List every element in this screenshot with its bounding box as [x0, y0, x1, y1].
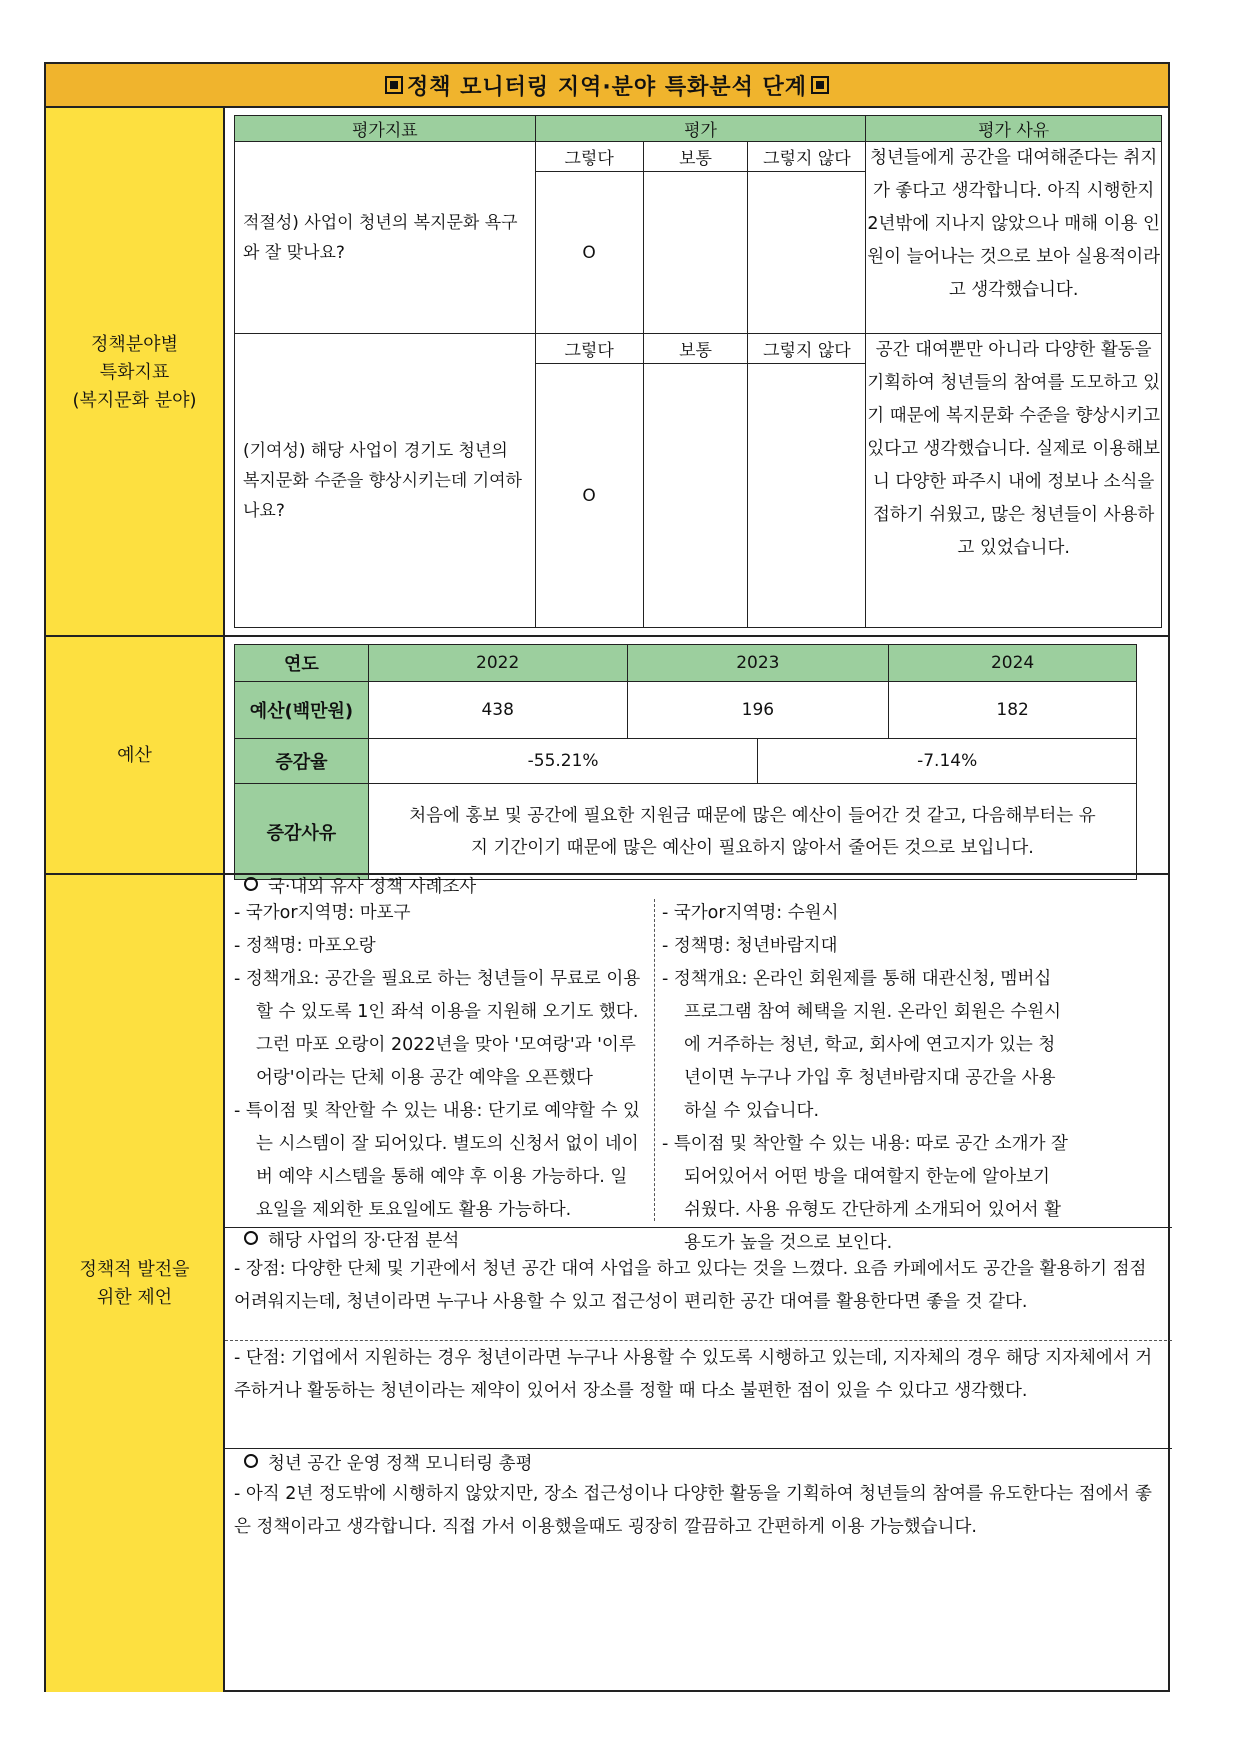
- reason-label: 증감사유: [235, 784, 369, 880]
- question-2: (기여성) 해당 사업이 경기도 청년의 복지문화 수준을 향상시키는데 기여하나요?: [235, 334, 536, 628]
- section-label-specialized: 정책분야별 특화지표 (복지문화 분야): [46, 108, 225, 637]
- change-2024: -7.14%: [758, 739, 1137, 784]
- scale-yes: 그렇다: [535, 142, 643, 172]
- pros-text: - 장점: 다양한 단체 및 기관에서 청년 공간 대여 사업을 하고 있다는 것을 느꼈다. 요즘 카페에서도 공간을 활용하기 점점 어려워지는데, 청년이라면 누구나 사용할 수 있고 접근성이 편리한 공간 대여를 활용한다면 좋을 것 같다.: [234, 1259, 1147, 1312]
- case-right-region: - 국가or지역명: 수원시: [662, 903, 839, 923]
- analysis-block: [234, 1229, 1154, 1319]
- case-left-name: - 정책명: 마포오랑: [234, 936, 376, 956]
- evaluation-table: [234, 115, 1162, 628]
- case-right: [662, 897, 1072, 1260]
- year-2022: 2022: [368, 645, 627, 682]
- mark-no-2: [748, 364, 866, 628]
- header-evaluation: 평가: [535, 116, 866, 142]
- cons-block: [234, 1342, 1154, 1408]
- scale-neutral: 보통: [643, 334, 748, 364]
- case-heading: [234, 875, 1164, 899]
- year-2023: 2023: [627, 645, 889, 682]
- budget-reason: 처음에 홍보 및 공간에 필요한 지원금 때문에 많은 예산이 들어간 것 같고, 다음해부터는 유지 기간이기 때문에 많은 예산이 필요하지 않아서 줄어든 것으로 보입니다.: [368, 784, 1136, 880]
- amount-2023: 196: [627, 682, 889, 739]
- amount-2024: 182: [889, 682, 1137, 739]
- case-right-overview: - 정책개요: 온라인 회원제를 통해 대관신청, 멤버십 프로그램 참여 혜택을 지원. 온라인 회원은 수원시에 거주하는 청년, 학교, 회사에 연고지가 있는 청년이면 누구나 가입 후 청년바람지대 공간을 사용하실 수 있습니다.: [662, 969, 1062, 1121]
- cons-text: - 단점: 기업에서 지원하는 경우 청년이라면 누구나 사용할 수 있도록 시행하고 있는데, 지자체의 경우 해당 지자체에서 거주하거나 활동하는 청년이라는 제약이 있어서 장소를 정할 때 다소 불편한 점이 있을 수 있다고 생각했다.: [234, 1348, 1153, 1401]
- mark-neutral-1: [643, 172, 748, 334]
- case-left-notes: - 특이점 및 착안할 수 있는 내용: 단기로 예약할 수 있는 시스템이 잘 되어있다. 별도의 신청서 없이 네이버 예약 시스템을 통해 예약 후 이용 가능하다. 일요일을 제외한 토요일에도 활용 가능하다.: [234, 1101, 640, 1220]
- amount-2022: 438: [368, 682, 627, 739]
- year-2024: 2024: [889, 645, 1137, 682]
- divider: [225, 1448, 1172, 1449]
- case-heading-text: 국·내외 유사 정책 사례조사: [268, 877, 477, 897]
- column-divider: [654, 899, 655, 1221]
- circle-bullet-icon: [244, 1454, 258, 1468]
- change-2023: -55.21%: [368, 739, 758, 784]
- form-title: 정책 모니터링 지역·분야 특화분석 단계: [406, 74, 808, 100]
- mark-yes-1: O: [535, 172, 643, 334]
- scale-no: 그렇지 않다: [748, 142, 866, 172]
- divider: [225, 1227, 1172, 1228]
- case-right-name: - 정책명: 청년바람지대: [662, 936, 838, 956]
- mark-no-1: [748, 172, 866, 334]
- amount-label: 예산(백만원): [235, 682, 369, 739]
- summary-text: - 아직 2년 정도밖에 시행하지 않았지만, 장소 접근성이나 다양한 활동을 기획하여 청년들의 참여를 유도한다는 점에서 좋은 정책이라고 생각합니다. 직접 가서 이용했을때도 굉장히 깔끔하고 간편하게 이용 가능했습니다.: [234, 1484, 1152, 1537]
- question-1: 적절성) 사업이 청년의 복지문화 욕구와 잘 맞나요?: [235, 142, 536, 334]
- section-label-budget: 예산: [46, 637, 225, 875]
- budget-table: [234, 644, 1137, 880]
- scale-no: 그렇지 않다: [748, 334, 866, 364]
- mark-neutral-2: [643, 364, 748, 628]
- mark-yes-2: O: [535, 364, 643, 628]
- dashed-divider: [225, 1340, 1172, 1341]
- reason-1: 청년들에게 공간을 대여해준다는 취지가 좋다고 생각합니다. 아직 시행한지 2년밖에 지나지 않았으나 매해 이용 인원이 늘어나는 것으로 보아 실용적이라고 생각했습니다.: [866, 142, 1162, 334]
- section-label-proposal: 정책적 발전을 위한 제언: [46, 875, 225, 1692]
- case-right-notes: - 특이점 및 착안할 수 있는 내용: 따로 공간 소개가 잘 되어있어서 어떤 방을 대여할지 한눈에 알아보기 쉬웠다. 사용 유형도 간단하게 소개되어 있어서 활용도가 높을 것으로 보인다.: [662, 1134, 1068, 1253]
- form-title-bar: [46, 64, 1168, 108]
- scale-neutral: 보통: [643, 142, 748, 172]
- case-left-overview: - 정책개요: 공간을 필요로 하는 청년들이 무료로 이용할 수 있도록 1인 좌석 이용을 지원해 오기도 했다. 그런 마포 오랑이 2022년을 맞아 '모여랑'과 '이루어랑'이라는 단체 이용 공간 예약을 오픈했다: [234, 969, 641, 1088]
- analysis-heading-text: 해당 사업의 장·단점 분석: [268, 1231, 460, 1251]
- year-label: 연도: [235, 645, 369, 682]
- summary-heading-text: 청년 공간 운영 정책 모니터링 총평: [268, 1454, 533, 1474]
- header-reason: 평가 사유: [866, 116, 1162, 142]
- change-label: 증감율: [235, 739, 369, 784]
- case-left: [234, 897, 642, 1227]
- circle-bullet-icon: [244, 1231, 258, 1245]
- analysis-heading: [234, 1229, 1154, 1253]
- monitoring-form: [44, 62, 1170, 1692]
- circle-bullet-icon: [244, 877, 258, 891]
- square-bullet-icon: [811, 76, 829, 94]
- square-bullet-icon: [385, 76, 403, 94]
- scale-yes: 그렇다: [535, 334, 643, 364]
- summary-block: [234, 1450, 1154, 1544]
- reason-2: 공간 대여뿐만 아니라 다양한 활동을 기획하여 청년들의 참여를 도모하고 있기 때문에 복지문화 수준을 향상시키고 있다고 생각했습니다. 실제로 이용해보니 다양한 파주시 내에 정보나 소식을 접하기 쉬웠고, 많은 청년들이 사용하고 있었습니다.: [866, 334, 1162, 628]
- case-left-region: - 국가or지역명: 마포구: [234, 903, 411, 923]
- header-indicator: 평가지표: [235, 116, 536, 142]
- summary-heading: [234, 1450, 1154, 1478]
